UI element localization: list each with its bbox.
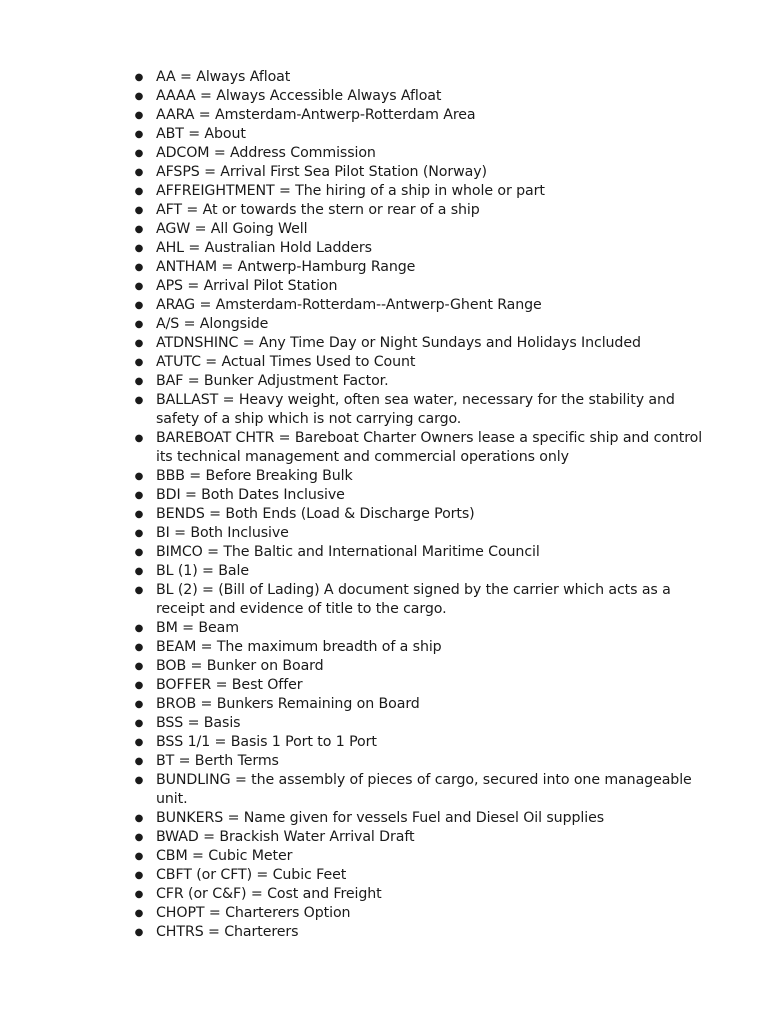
list-item-text: BROB = Bunkers Remaining on Board xyxy=(156,696,420,712)
list-item-text: BM = Beam xyxy=(156,620,239,636)
bullet-icon: ● xyxy=(134,737,144,748)
bullet-icon: ● xyxy=(134,813,144,824)
list-item-text: AARA = Amsterdam-Antwerp-Rotterdam Area xyxy=(156,107,476,123)
list-item xyxy=(134,847,722,866)
list-item-text: ANTHAM = Antwerp-Hamburg Range xyxy=(156,259,416,275)
bullet-icon: ● xyxy=(134,851,144,862)
bullet-icon: ● xyxy=(134,642,144,653)
list-item xyxy=(134,752,722,771)
list-item xyxy=(134,809,722,828)
bullet-icon: ● xyxy=(134,908,144,919)
bullet-icon: ● xyxy=(134,661,144,672)
list-item xyxy=(134,391,722,429)
list-item-text: CBFT (or CFT) = Cubic Feet xyxy=(156,867,347,883)
list-item xyxy=(134,543,722,562)
list-item-text: A/S = Alongside xyxy=(156,316,269,332)
list-item xyxy=(134,163,722,182)
bullet-icon: ● xyxy=(134,72,144,83)
list-item-text: AFFREIGHTMENT = The hiring of a ship in whole or part xyxy=(156,183,545,199)
list-item-text: BSS = Basis xyxy=(156,715,241,731)
list-item-text: BUNKERS = Name given for vessels Fuel and Diesel Oil supplies xyxy=(156,810,604,826)
list-item xyxy=(134,201,722,220)
list-item-text: BIMCO = The Baltic and International Maritime Council xyxy=(156,544,540,560)
bullet-icon: ● xyxy=(134,300,144,311)
list-item xyxy=(134,619,722,638)
bullet-icon: ● xyxy=(134,376,144,387)
list-item xyxy=(134,277,722,296)
list-item-text: CBM = Cubic Meter xyxy=(156,848,293,864)
list-item-text: BOFFER = Best Offer xyxy=(156,677,303,693)
list-item-text: AFSPS = Arrival First Sea Pilot Station (Norway) xyxy=(156,164,487,180)
list-item-text: AFT = At or towards the stern or rear of a ship xyxy=(156,202,480,218)
list-item xyxy=(134,106,722,125)
list-item xyxy=(134,771,722,809)
list-item-text: AAAA = Always Accessible Always Afloat xyxy=(156,88,442,104)
list-item xyxy=(134,182,722,201)
list-item-text: BENDS = Both Ends (Load & Discharge Ports) xyxy=(156,506,475,522)
list-item-text: CFR (or C&F) = Cost and Freight xyxy=(156,886,382,902)
list-item-text: BWAD = Brackish Water Arrival Draft xyxy=(156,829,415,845)
list-item xyxy=(134,828,722,847)
list-item xyxy=(134,125,722,144)
list-item-text: BALLAST = Heavy weight, often sea water, necessary for the stability and safety of a ship which is not carrying cargo. xyxy=(156,392,675,427)
list-item xyxy=(134,258,722,277)
list-item-text: CHTRS = Charterers xyxy=(156,924,299,940)
list-item xyxy=(134,429,722,467)
bullet-icon: ● xyxy=(134,357,144,368)
list-item xyxy=(134,657,722,676)
list-item xyxy=(134,714,722,733)
list-item-text: ADCOM = Address Commission xyxy=(156,145,376,161)
list-item xyxy=(134,524,722,543)
bullet-icon: ● xyxy=(134,775,144,786)
bullet-icon: ● xyxy=(134,680,144,691)
bullet-icon: ● xyxy=(134,186,144,197)
list-item xyxy=(134,638,722,657)
list-item xyxy=(134,144,722,163)
bullet-icon: ● xyxy=(134,699,144,710)
bullet-icon: ● xyxy=(134,110,144,121)
bullet-icon: ● xyxy=(134,547,144,558)
list-item-text: AHL = Australian Hold Ladders xyxy=(156,240,372,256)
list-item xyxy=(134,676,722,695)
list-item xyxy=(134,923,722,942)
bullet-icon: ● xyxy=(134,148,144,159)
bullet-icon: ● xyxy=(134,471,144,482)
bullet-icon: ● xyxy=(134,205,144,216)
list-item xyxy=(134,239,722,258)
bullet-icon: ● xyxy=(134,167,144,178)
list-item-text: APS = Arrival Pilot Station xyxy=(156,278,338,294)
list-item xyxy=(134,733,722,752)
list-item xyxy=(134,486,722,505)
list-item xyxy=(134,68,722,87)
list-item xyxy=(134,87,722,106)
list-item-text: BL (2) = (Bill of Lading) A document signed by the carrier which acts as a receipt and evidence of title to the cargo. xyxy=(156,582,671,617)
list-item-text: BT = Berth Terms xyxy=(156,753,279,769)
bullet-icon: ● xyxy=(134,889,144,900)
bullet-icon: ● xyxy=(134,870,144,881)
bullet-icon: ● xyxy=(134,927,144,938)
list-item-text: BAF = Bunker Adjustment Factor. xyxy=(156,373,389,389)
bullet-icon: ● xyxy=(134,718,144,729)
bullet-icon: ● xyxy=(134,528,144,539)
list-item-text: BAREBOAT CHTR = Bareboat Charter Owners lease a specific ship and control its technical management and commercial operations only xyxy=(156,430,703,465)
list-item-text: BDI = Both Dates Inclusive xyxy=(156,487,345,503)
list-item-text: BSS 1/1 = Basis 1 Port to 1 Port xyxy=(156,734,377,750)
bullet-icon: ● xyxy=(134,566,144,577)
list-item-text: ARAG = Amsterdam-Rotterdam--Antwerp-Ghent Range xyxy=(156,297,542,313)
bullet-icon: ● xyxy=(134,623,144,634)
bullet-icon: ● xyxy=(134,395,144,406)
list-item-text: AA = Always Afloat xyxy=(156,69,291,85)
list-item xyxy=(134,334,722,353)
bullet-icon: ● xyxy=(134,490,144,501)
bullet-icon: ● xyxy=(134,262,144,273)
bullet-icon: ● xyxy=(134,585,144,596)
bullet-icon: ● xyxy=(134,224,144,235)
bullet-icon: ● xyxy=(134,281,144,292)
glossary-list xyxy=(134,68,722,942)
list-item xyxy=(134,372,722,391)
list-item xyxy=(134,904,722,923)
list-item xyxy=(134,220,722,239)
list-item-text: BEAM = The maximum breadth of a ship xyxy=(156,639,442,655)
bullet-icon: ● xyxy=(134,433,144,444)
bullet-icon: ● xyxy=(134,91,144,102)
list-item xyxy=(134,467,722,486)
list-item-text: BI = Both Inclusive xyxy=(156,525,289,541)
list-item-text: BBB = Before Breaking Bulk xyxy=(156,468,353,484)
list-item-text: BUNDLING = the assembly of pieces of cargo, secured into one manageable unit. xyxy=(156,772,692,807)
list-item-text: CHOPT = Charterers Option xyxy=(156,905,351,921)
list-item xyxy=(134,695,722,714)
list-item xyxy=(134,581,722,619)
list-item-text: BL (1) = Bale xyxy=(156,563,249,579)
list-item xyxy=(134,885,722,904)
list-item-text: BOB = Bunker on Board xyxy=(156,658,324,674)
list-item-text: ABT = About xyxy=(156,126,246,142)
bullet-icon: ● xyxy=(134,756,144,767)
bullet-icon: ● xyxy=(134,832,144,843)
list-item-text: ATDNSHINC = Any Time Day or Night Sundays and Holidays Included xyxy=(156,335,641,351)
list-item xyxy=(134,353,722,372)
list-item xyxy=(134,505,722,524)
bullet-icon: ● xyxy=(134,509,144,520)
bullet-icon: ● xyxy=(134,319,144,330)
bullet-icon: ● xyxy=(134,243,144,254)
list-item-text: AGW = All Going Well xyxy=(156,221,308,237)
list-item xyxy=(134,866,722,885)
list-item xyxy=(134,315,722,334)
bullet-icon: ● xyxy=(134,129,144,140)
bullet-icon: ● xyxy=(134,338,144,349)
list-item-text: ATUTC = Actual Times Used to Count xyxy=(156,354,416,370)
list-item xyxy=(134,562,722,581)
list-item xyxy=(134,296,722,315)
